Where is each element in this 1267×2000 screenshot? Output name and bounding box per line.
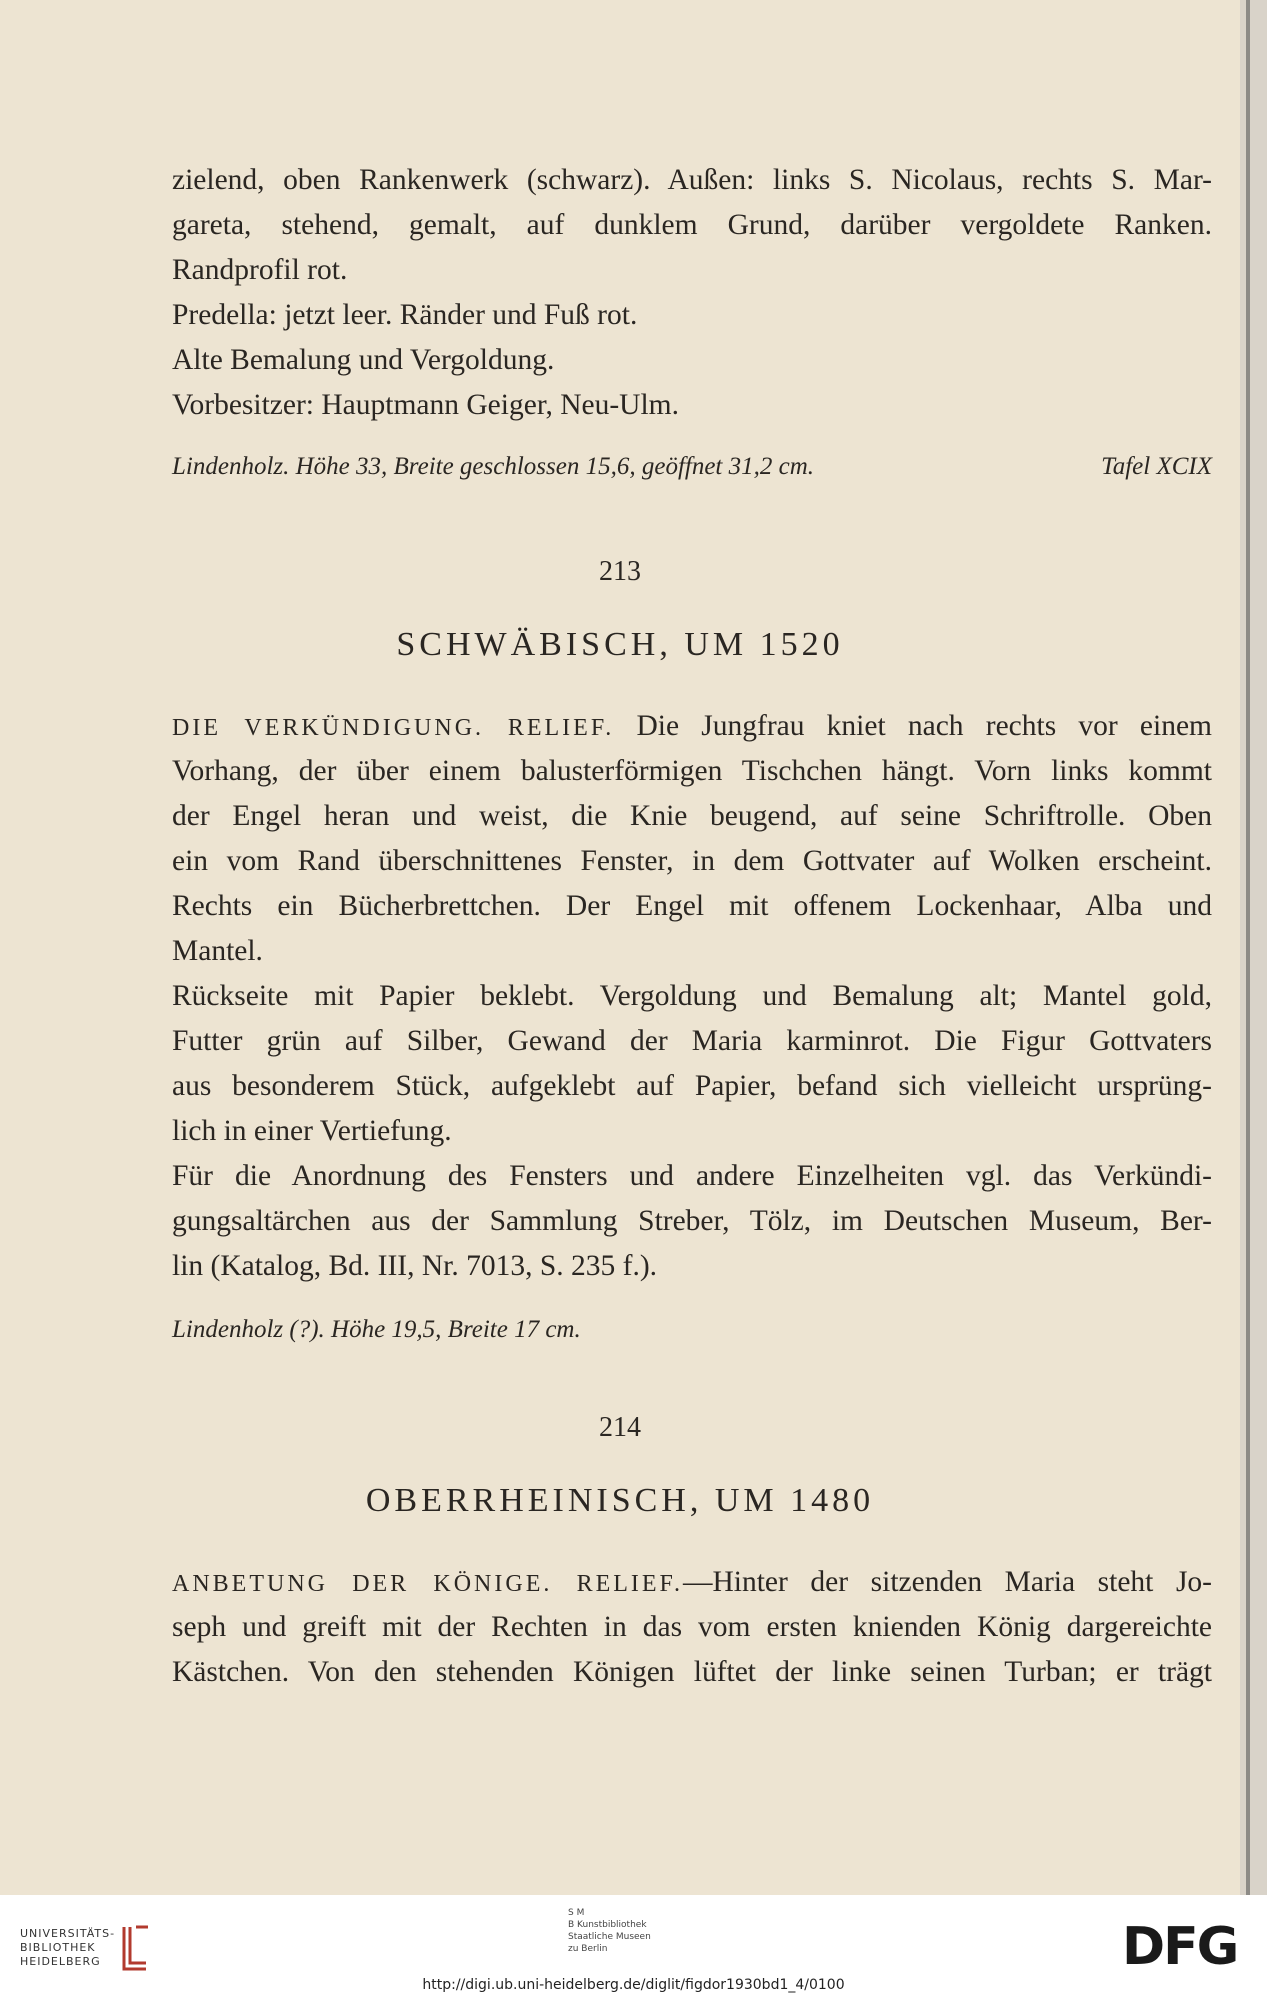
entry-heading-214: OBERRHEINISCH, UM 1480 <box>365 1482 875 1519</box>
text-line: zielend, oben Rankenwerk (schwarz). Außen: links S. Nicolaus, rechts S. Mar- <box>172 164 1212 196</box>
text-line: Kästchen. Von den stehenden Königen lüftet der linke seinen Turban; er trägt <box>172 1656 1212 1688</box>
text-line: Rechts ein Bücherbrettchen. Der Engel mit offenem Lockenhaar, Alba und <box>172 890 1212 922</box>
footer-bar <box>0 1895 1267 2000</box>
library-name: UNIVERSITÄTS- BIBLIOTHEK HEIDELBERG <box>20 1927 116 1968</box>
text-line: ein vom Rand überschnittenes Fenster, in dem Gottvater auf Wolken erscheint. <box>172 845 1212 877</box>
entry-214-body <box>172 1560 1212 1695</box>
entry-213-meta <box>172 1310 1212 1350</box>
source-url[interactable]: http://digi.ub.uni-heidelberg.de/diglit/figdor1930bd1_4/0100 <box>422 1977 845 1993</box>
text-line: gareta, stehend, gemalt, auf dunklem Grund, darüber vergoldete Ranken. <box>172 209 1212 241</box>
text-line: Rückseite mit Papier beklebt. Vergoldung und Bemalung alt; Mantel gold, <box>172 980 1212 1012</box>
text-line: Für die Anordnung des Fensters und andere Einzelheiten vgl. das Verkündi- <box>172 1160 1212 1192</box>
lead-caps: DIE VERKÜNDIGUNG. RELIEF. <box>172 715 615 741</box>
text-line: Randprofil rot. <box>172 254 348 286</box>
text-line: DIE VERKÜNDIGUNG. RELIEF. Die Jungfrau kniet nach rechts vor einem <box>172 710 1213 742</box>
text-line: lich in einer Vertiefung. <box>172 1115 452 1147</box>
material-dimensions: Lindenholz (?). Höhe 19,5, Breite 17 cm. <box>172 1316 581 1343</box>
text-line: Futter grün auf Silber, Gewand der Maria karminrot. Die Figur Gottvaters <box>172 1025 1212 1057</box>
kunstbibliothek-credit: S M B Kunstbibliothek Staatliche Museen zu Berlin <box>568 1908 651 1954</box>
text-line: Vorhang, der über einem balusterförmigen Tischchen hängt. Vorn links kommt <box>172 755 1212 787</box>
text-line: gungsaltärchen aus der Sammlung Streber, Tölz, im Deutschen Museum, Ber- <box>172 1205 1212 1237</box>
lead-caps: ANBETUNG DER KÖNIGE. RELIEF. <box>172 1571 683 1597</box>
text-line: aus besonderem Stück, aufgeklebt auf Papier, befand sich vielleicht ursprüng- <box>172 1070 1212 1102</box>
heidelberg-logo-icon <box>118 1923 152 1973</box>
text-line: ANBETUNG DER KÖNIGE. RELIEF.—Hinter der sitzenden Maria steht Jo- <box>172 1566 1213 1598</box>
plate-reference: Tafel XCIX <box>1101 453 1212 480</box>
entry-number-214: 214 <box>599 1412 641 1443</box>
top-meta-line <box>172 447 1212 487</box>
entry-heading-213: SCHWÄBISCH, UM 1520 <box>396 626 844 663</box>
text-line: der Engel heran und weist, die Knie beugend, auf seine Schriftrolle. Oben <box>172 800 1212 832</box>
scan-edge-strip <box>1240 0 1267 1895</box>
text-line: Vorbesitzer: Hauptmann Geiger, Neu-Ulm. <box>172 389 680 421</box>
text-line: lin (Katalog, Bd. III, Nr. 7013, S. 235 f.). <box>172 1250 658 1282</box>
entry-number-213: 213 <box>599 556 641 587</box>
entry-213-body <box>172 704 1212 1289</box>
text-line: Mantel. <box>172 935 263 967</box>
top-paragraph <box>172 158 1212 428</box>
text-line: Alte Bemalung und Vergoldung. <box>172 344 555 376</box>
text-line: seph und greift mit der Rechten in das vom ersten knienden König dargereichte <box>172 1611 1212 1643</box>
dfg-logo: DFG <box>1122 1917 1238 1977</box>
material-dimensions: Lindenholz. Höhe 33, Breite geschlossen 15,6, geöffnet 31,2 cm. <box>172 453 815 480</box>
text-line: Predella: jetzt leer. Ränder und Fuß rot. <box>172 299 638 331</box>
